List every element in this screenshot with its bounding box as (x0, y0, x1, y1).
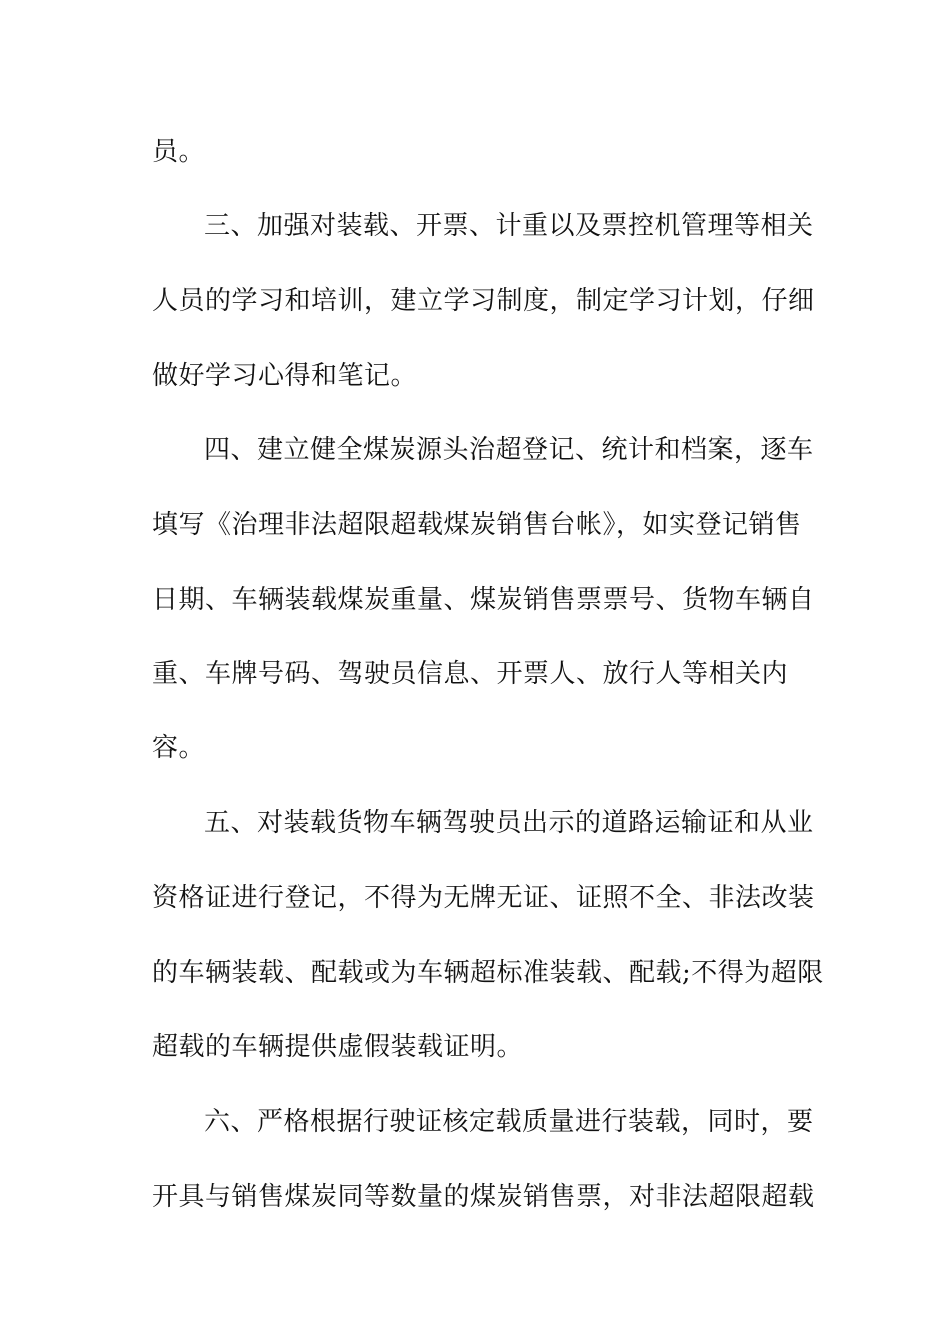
paragraph-4-line-5: 容。 (152, 733, 206, 763)
paragraph-5-line-4: 超载的车辆提供虚假装载证明。 (152, 1032, 524, 1062)
paragraph-4-line-1: 四、建立健全煤炭源头治超登记、统计和档案，逐车 (204, 435, 814, 465)
paragraph-4-line-3: 日期、车辆装载煤炭重量、煤炭销售票票号、货物车辆自 (152, 585, 815, 615)
paragraph-4-line-4: 重、车牌号码、驾驶员信息、开票人、放行人等相关内 (152, 659, 789, 689)
paragraph-3-line-2: 人员的学习和培训，建立学习制度，制定学习计划，仔细 (152, 286, 815, 316)
paragraph-6-line-2: 开具与销售煤炭同等数量的煤炭销售票，对非法超限超载 (152, 1182, 815, 1212)
paragraph-5-line-3: 的车辆装载、配载或为车辆超标准装载、配载;不得为超限 (152, 958, 824, 988)
paragraph-3-line-3: 做好学习心得和笔记。 (152, 361, 418, 391)
paragraph-6-line-1: 六、严格根据行驶证核定载质量进行装载，同时，要 (204, 1107, 814, 1137)
paragraph-3-line-1: 三、加强对装载、开票、计重以及票控机管理等相关 (204, 211, 814, 241)
paragraph-4-line-2: 填写《治理非法超限超载煤炭销售台帐》，如实登记销售 (152, 510, 802, 540)
paragraph-5-line-1: 五、对装载货物车辆驾驶员出示的道路运输证和从业 (204, 808, 814, 838)
paragraph-5-line-2: 资格证进行登记，不得为无牌无证、证照不全、非法改装 (152, 883, 815, 913)
text-line: 员。 (152, 137, 206, 167)
